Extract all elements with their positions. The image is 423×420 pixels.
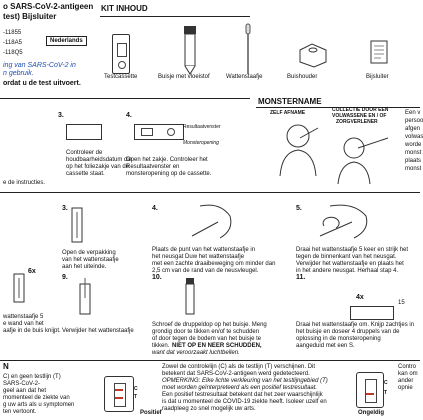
kit-title: KIT INHOUD — [101, 4, 148, 13]
step-10-text-4: tikken. — [152, 343, 170, 349]
result-left-4: momenteel de ziekte van — [3, 395, 70, 401]
code-1: -11855 — [3, 30, 22, 36]
step-5-text-2: tegen de binnenkant van het neusgat. — [296, 254, 397, 260]
self-label: ZELF AFNAME — [270, 110, 306, 116]
warn-line-2: n gebruik. — [3, 70, 34, 77]
result-right-3: ander — [398, 378, 414, 384]
left-side-c: aafje in de buis knijpt. — [3, 328, 61, 334]
side-text-8: monst — [405, 166, 422, 172]
result-mid-2: betekent dat SARS-CoV-2-antigeen werd gedetecteerd. — [162, 371, 310, 377]
step-4b-number: 4. — [152, 205, 158, 212]
step-5-text-1: Draai het wattenstaafje 5 keer en strijk het — [296, 247, 409, 253]
step-5-text-4: in het andere neusgat. Herhaal stap 4. — [296, 268, 399, 274]
label-sample-opening: Monsteropening — [183, 140, 219, 146]
step-4b-text-2: het neusgat Duw het wattenstaafje — [152, 254, 245, 260]
step-4-text-1: Open het zakje. Controleer het — [126, 157, 208, 163]
nostril-swab-illustration — [190, 202, 240, 242]
step-11-text-2: het buisje en doseer 4 druppels van de — [296, 329, 400, 335]
kit-item-swab: Wattenstaafje — [226, 74, 263, 80]
result-right-1: Contro — [398, 364, 417, 370]
step-3b-text-1: Open de verpakking — [62, 250, 116, 256]
result-left-2: SARS-CoV-2- — [3, 381, 41, 387]
kit-item-holder: Buishouder — [287, 74, 318, 80]
tube-squeeze-image — [6, 274, 36, 308]
invalid-label: Ongeldig — [358, 410, 384, 416]
side-text-3: afgen — [405, 126, 421, 132]
swab-image — [240, 24, 256, 78]
side-text-7: plaats — [405, 158, 422, 164]
positive-t-label: T — [134, 394, 138, 400]
tube-holder-image — [298, 42, 328, 68]
step-10-warning-2: want dat veroorzaakt luchtbellen. — [152, 350, 240, 356]
result-left-5: g uw arts als u symptomen — [3, 402, 75, 408]
result-right-2: kan om — [398, 371, 418, 377]
step-10-text-2: grondig door te tikken en/of te schudden — [152, 329, 260, 335]
result-mid-6: is dat u momenteel de COVID-19 ziekte heeft. Isoleer uzelf en — [162, 399, 327, 405]
step-11-text-4: aangeduid met een S. — [296, 343, 355, 349]
result-mid-1: Zowel de controlelijn (C) als de testlijn (T) verschijnen. Dit — [162, 364, 316, 370]
code-2: -118A5 — [3, 40, 22, 46]
result-mid-3: OPMERKING: Elke lichte verkleuring van het testlijngebied (T) — [162, 378, 328, 384]
rotate-swab-illustration — [320, 202, 390, 242]
foil-pouch-image — [66, 124, 102, 140]
step-3-text-4: cassette staat. — [66, 171, 105, 177]
label-result-window: Resultaatvenster — [183, 124, 221, 130]
leaflet-image — [370, 40, 390, 66]
result-left-1: C) en geen testlijn (T) — [3, 374, 61, 380]
kit-item-tube: Buisje met vloeistof — [158, 74, 210, 80]
step-5-text-3: Verwijder het wattenstaafje en plaats het — [296, 261, 404, 267]
step-9-number: 9. — [62, 274, 68, 281]
left-side-a: wattenstaafje 5 — [3, 314, 44, 320]
left-count: 6x — [28, 268, 36, 275]
result-left-3: geel aan dat het — [3, 388, 47, 394]
step-3b-text-3: aan het uiteinde. — [62, 264, 107, 270]
step-10-warning: NIET OP EN NEER SCHUDDEN, — [172, 343, 262, 349]
test-cassette-image — [112, 34, 130, 74]
positive-cassette — [104, 376, 134, 412]
self-swab-illustration — [270, 118, 330, 178]
collect-line-2: VOLWASSENE EN / OF — [332, 113, 387, 119]
step-3-number: 3. — [58, 112, 64, 119]
side-text-2: persoo — [405, 118, 423, 124]
kit-item-cassette: Testcassette — [104, 74, 138, 80]
left-read-instructions: e de instructies. — [3, 180, 46, 186]
kit-item-leaflet: Bijsluiter — [366, 74, 389, 80]
side-text-5: worde — [405, 142, 422, 148]
remove-swab-image — [74, 278, 104, 318]
step-3-text-1: Controleer de — [66, 150, 103, 156]
title-line-2: test) Bijsluiter — [3, 12, 57, 21]
step-11-number: 11. — [296, 274, 306, 281]
side-text-6: monst — [405, 150, 422, 156]
positive-c-label: C — [134, 386, 138, 392]
results-section-title: N — [3, 362, 9, 371]
step-4b-text-3: met een zachte draaibeweging om minder dan — [152, 261, 276, 267]
language-box: Nederlands — [46, 36, 87, 46]
step-4-text-2: Resultaatvenster en — [126, 164, 180, 170]
step-9-text-1: Verwijder het wattenstaafje — [62, 328, 134, 334]
step-4b-text-4: 2,5 cm van de rand van de neusvleugel. — [152, 268, 259, 274]
warn-line-3: ordat u de test uitvoert. — [3, 80, 81, 87]
step-3-text-3: op het foliezakje van de — [66, 164, 130, 170]
result-mid-4: moet worden geïnterpreteerd als een positief testresultaat. — [162, 385, 318, 391]
step-10-text-1: Schroef de druppeldop op het buisje. Meng — [152, 322, 267, 328]
side-text-4: volwas — [405, 134, 423, 140]
step-10-number: 10. — [152, 274, 162, 281]
dosing-cassette-image — [350, 306, 394, 320]
side-text-1: Een v — [405, 110, 421, 116]
step-11-text-1: Draai het wattenstaafje om. Knijp zachtjes in — [296, 322, 415, 328]
positive-label: Positief — [140, 410, 162, 416]
timer-label: 15 — [398, 300, 405, 306]
title-line-1: o SARS-CoV-2-antigeen — [3, 2, 94, 11]
step-4b-text-1: Plaats de punt van het wattenstaafje in — [152, 247, 256, 253]
step-3b-number: 3. — [62, 205, 68, 212]
step-5-number: 5. — [296, 205, 302, 212]
swab-pack-image — [68, 206, 98, 246]
assisted-swab-illustration — [336, 126, 396, 186]
opened-cassette-image — [134, 124, 184, 140]
step-3b-text-2: van het wattenstaafje — [62, 257, 119, 263]
step-3-text-2: houdbaarheidsdatum die — [66, 157, 133, 163]
left-side-b: e wand van het — [3, 321, 44, 327]
result-left-6: ten vertoont. — [3, 409, 37, 415]
warn-line-1: ing van SARS-CoV-2 in — [3, 62, 76, 69]
invalid-t-label: T — [384, 390, 388, 396]
result-mid-5: Een positief testresultaat betekent dat het zeer waarschijnlijk — [162, 392, 323, 398]
sample-title: MONSTERNAME — [258, 97, 322, 106]
mix-tube-image — [172, 278, 212, 322]
step-10-text-3: of door tegen de bodem van het buisje te — [152, 336, 262, 342]
code-3: -118Q5 — [3, 50, 23, 56]
collect-line-1: COLLECTIE DOOR EEN — [332, 107, 389, 113]
drops-count: 4x — [356, 294, 364, 301]
collect-line-3: ZORGVERLENER — [336, 119, 378, 125]
step-11-text-3: oplossing in de monsteropening — [296, 336, 381, 342]
invalid-c-label: C — [384, 380, 388, 386]
tube-image — [178, 26, 202, 76]
step-4-text-3: monsteropening op de cassette. — [126, 171, 212, 177]
step-4-number: 4. — [126, 112, 132, 119]
result-mid-7: raadpleeg zo snel mogelijk uw arts. — [162, 406, 256, 412]
result-right-4: opnie — [398, 385, 413, 391]
invalid-cassette — [356, 372, 384, 408]
